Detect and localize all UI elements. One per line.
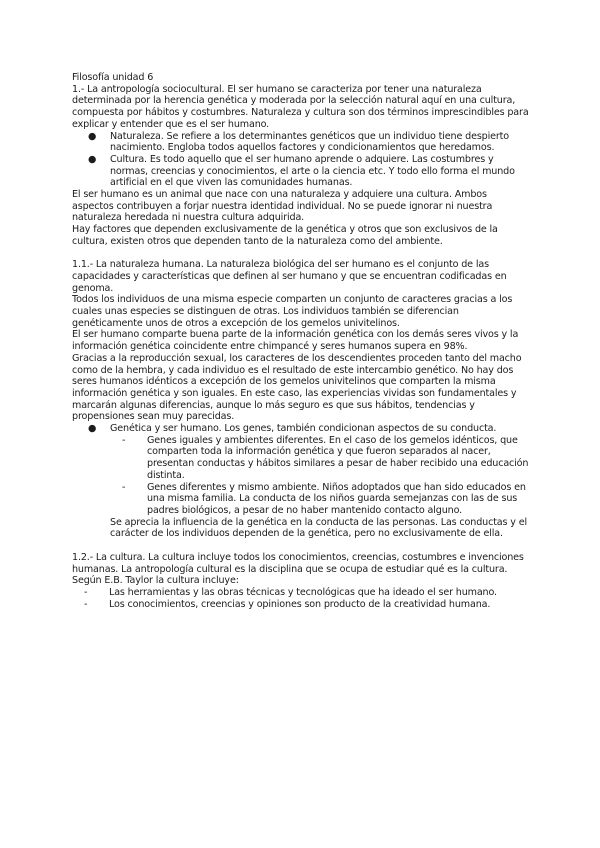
- dash-icon: -: [122, 434, 126, 446]
- section-1-2-dash-list: [72, 587, 530, 610]
- spacer: [72, 248, 530, 260]
- section-1-1-paragraph: Gracias a la reproducción sexual, los caracteres de los descendientes proceden tanto del macho como de la hembra, y cada individuo es el resultado de este intercambio genético. No hay dos seres humanos idénticos a excepción de los gemelos univitelinos que comparten la misma información genética y son iguales. En este caso, las experiencias vividas son fundamentales y marcarán algunas diferencias, aunque lo más seguro es que sus hábitos, tendencias y propensiones sean muy parecidas.: [72, 352, 522, 423]
- list-item: [88, 130, 530, 154]
- dash-list: [110, 435, 530, 517]
- dash-icon: -: [122, 481, 126, 493]
- dash-icon: -: [84, 598, 88, 610]
- bullet-icon: ●: [88, 423, 97, 435]
- document-title: Filosofía unidad 6: [72, 72, 154, 83]
- list-item: [84, 586, 530, 599]
- section-1-paragraph: Hay factores que dependen exclusivamente de la genética y otros que son exclusivos de la cultura, existen otros que dependen tanto de la naturaleza como del ambiente.: [72, 224, 498, 247]
- section-1-1-bullet-list: [72, 423, 530, 517]
- dash-icon: -: [84, 586, 88, 598]
- bullet-text-cultura: Cultura. Es todo aquello que el ser humano aprende o adquiere. Las costumbres y normas, creencias y conocimientos, el arte o la ciencia etc. Y todo ello forma el mundo artificial en el que viven las comunidades humanas.: [110, 153, 515, 189]
- list-item: [122, 481, 530, 517]
- list-item: [122, 434, 530, 482]
- section-1-1-paragraph: Todos los individuos de una misma especie comparten un conjunto de caracteres gracias a los cuales unas especies se distinguen de otras. Los individuos también se diferencian genéticamente unos de otros a excepción de los gemelos univitelinos.: [72, 294, 513, 329]
- section-1-paragraph: El ser humano es un animal que nace con una naturaleza y adquiere una cultura. Ambos aspectos contribuyen a forjar nuestra identidad individual. No se puede ignorar ni nuestra naturaleza heredada ni nuestra cultura adquirida.: [72, 189, 493, 224]
- dash-text: Las herramientas y las obras técnicas y tecnológicas que ha ideado el ser humano.: [109, 586, 497, 598]
- section-1-1-paragraph: El ser humano comparte buena parte de la información genética con los demás seres vivos y la información genética coincidente entre chimpancé y seres humanos supera en 98%.: [72, 329, 519, 353]
- section-1-1-note: Se aprecia la influencia de la genética en la conducta de las personas. Las conductas y el carácter de los individuos dependen de la genética, pero no exclusivamente de ella.: [110, 516, 527, 540]
- list-item: [84, 598, 530, 611]
- list-item: [88, 423, 530, 517]
- section-1-1-intro: 1.1.- La naturaleza humana. La naturaleza biológica del ser humano es el conjunto de las capacidades y características que definen al ser humano y que se encuentran codificadas en genoma.: [72, 259, 507, 294]
- section-1-2-intro: 1.2.- La cultura. La cultura incluye todos los conocimientos, creencias, costumbres e invenciones humanas. La antropología cultural es la disciplina que se ocupa de estudiar qué es la cultura. Según E.B. Taylor la cultura incluye:: [72, 551, 524, 587]
- section-1-intro: 1.- La antropología sociocultural. El ser humano se caracteriza por tener una naturaleza determinada por la herencia genética y moderada por la selección natural aquí en una cultura, compuesta por hábitos y costumbres. Naturaleza y cultura son dos términos imprescindibles para explicar y entender que es el ser humano.: [72, 83, 529, 130]
- bullet-text-genetica: Genética y ser humano. Los genes, también condicionan aspectos de su conducta.: [110, 423, 497, 435]
- list-item: [88, 153, 530, 189]
- section-1-bullet-list: [72, 131, 530, 190]
- spacer: [72, 540, 530, 552]
- bullet-icon: ●: [88, 130, 97, 142]
- bullet-icon: ●: [88, 153, 97, 165]
- dash-text: Genes diferentes y mismo ambiente. Niños adoptados que han sido educados en una misma familia. La conducta de los niños guarda semejanzas con las de sus padres biológicos, a pesar de no haber mantenido contacto alguno.: [147, 481, 526, 516]
- dash-text: Genes iguales y ambientes diferentes. En el caso de los gemelos idénticos, que comparten toda la información genética y que fueron separados al nacer, presentan conductas y hábitos similares a pesar de haber recibido una educación distinta.: [147, 434, 529, 481]
- dash-text: Los conocimientos, creencias y opiniones son producto de la creatividad humana.: [109, 598, 491, 610]
- bullet-text-naturaleza: Naturaleza. Se refiere a los determinantes genéticos que un individuo tiene despierto nacimiento. Engloba todos aquellos factores y condicionamientos que heredamos.: [110, 130, 510, 154]
